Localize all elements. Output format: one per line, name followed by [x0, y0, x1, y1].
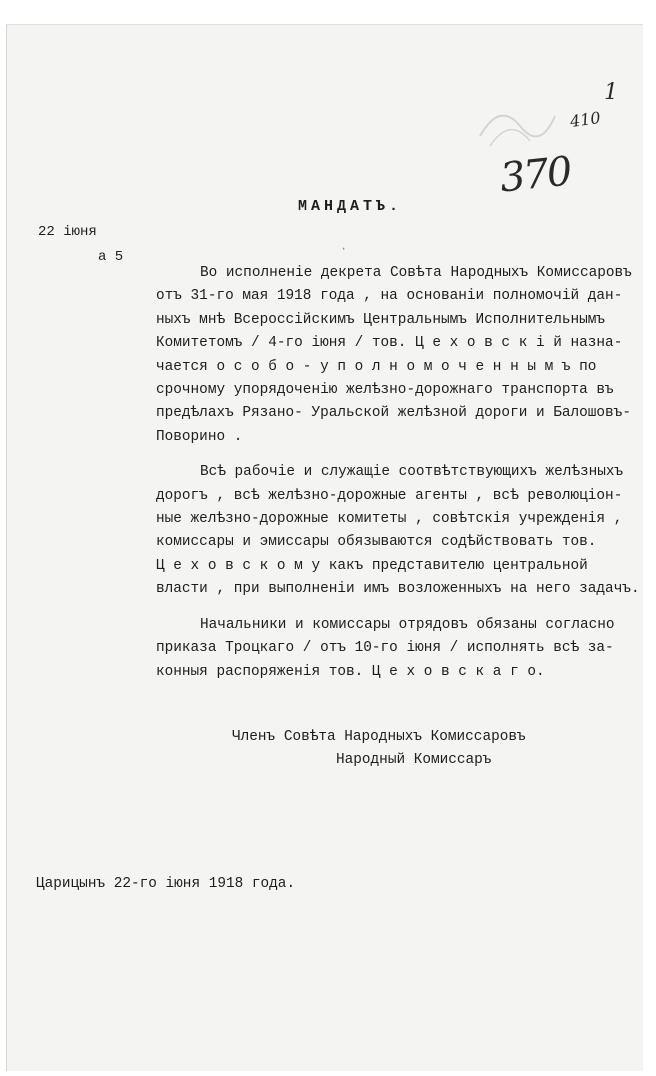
- faint-stamp-icon: [470, 96, 560, 156]
- text-line: срочному упорядоченію желѣзно-дорожнаго транспорта въ: [156, 382, 614, 399]
- margin-date-note: 22 іюня: [38, 224, 97, 240]
- handwritten-secondary-number: 410: [568, 107, 602, 132]
- text-line: отъ 31-го мая 1918 года , на основаніи полномочій дан-: [156, 288, 623, 305]
- paragraph-decree: [156, 262, 632, 449]
- signature-block: [232, 726, 526, 772]
- text-line: чается о с о б о - у п о л н о м о ч е н н ы м ъ по: [156, 358, 597, 375]
- text-line: Ц е х о в с к о м у какъ представителю центральной: [156, 557, 588, 574]
- mandate-body: [156, 262, 640, 696]
- place-date-line: Царицынъ 22-го іюня 1918 года.: [36, 876, 296, 892]
- handwritten-archive-number: 370: [497, 148, 573, 202]
- text-line: комиссары и эмиссары обязываются содѣйствовать тов.: [156, 534, 597, 551]
- text-line: предѣлахъ Рязано- Уральской желѣзной дороги и Балошовъ-: [156, 405, 631, 422]
- paragraph-commanders: [156, 614, 626, 684]
- text-line: Начальники и комиссары отрядовъ обязаны согласно: [200, 616, 615, 633]
- signature-line-commissar: Народный Комиссаръ: [336, 752, 492, 768]
- text-line: Всѣ рабочіе и служащіе соотвѣтствующихъ желѣзныхъ: [200, 464, 624, 481]
- margin-number-note: а 5: [98, 249, 124, 265]
- decorative-dot: ·: [340, 242, 348, 256]
- paragraph-workers: [156, 461, 640, 601]
- text-line: власти , при выполненіи имъ возложенныхъ на него задачъ.: [156, 581, 640, 598]
- handwritten-sheet-number: 1: [604, 80, 618, 105]
- text-line: дорогъ , всѣ желѣзно-дорожные агенты , всѣ революціон-: [156, 487, 623, 504]
- signature-line-council-member: Членъ Совѣта Народныхъ Комиссаровъ: [232, 729, 526, 745]
- text-line: Во исполненіе декрета Совѣта Народныхъ Комиссаровъ: [200, 265, 632, 281]
- document-title: МАНДАТЪ.: [298, 198, 403, 215]
- text-line: приказа Троцкаго / отъ 10-го іюня / исполнять всѣ за-: [156, 640, 614, 657]
- text-line: Комитетомъ / 4-го іюня / тов. Ц е х о в с к і й назна-: [156, 335, 623, 352]
- text-line: Поворино .: [156, 428, 243, 445]
- text-line: ныхъ мнѣ Всероссійскимъ Центральнымъ Исполнительнымъ: [156, 311, 606, 328]
- text-line: ные желѣзно-дорожные комитеты , совѣтскія учрежденія ,: [156, 511, 623, 528]
- text-line: конныя распоряженія тов. Ц е х о в с к а г о.: [156, 663, 545, 680]
